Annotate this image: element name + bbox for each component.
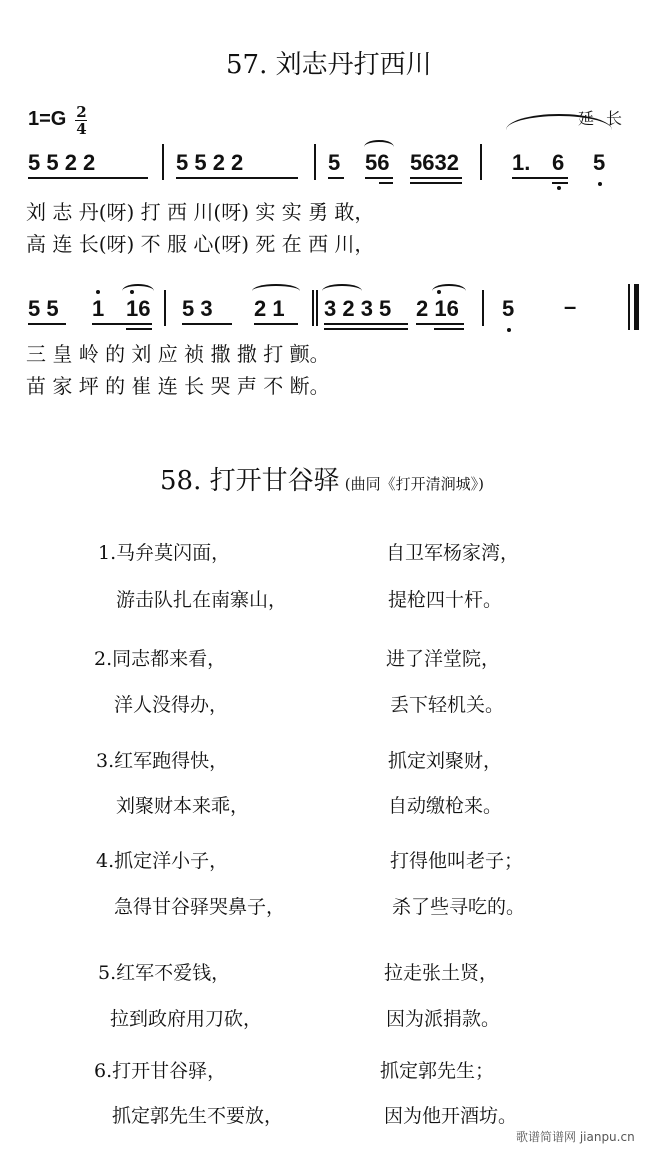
time-top: 2 (76, 103, 87, 121)
measure-5-b: 1 (92, 296, 105, 321)
stanza-line: 拉走张土贤， (384, 962, 499, 984)
stanza-line: 打得他叫老子； (390, 850, 524, 872)
stanza-line: 抓定郭先生不要放， (112, 1105, 284, 1127)
low-octave-dot (598, 182, 602, 186)
measure-7-b: 2 16 (416, 296, 459, 321)
lyric-row-1b: 高 连 长(呀) 不 服 心(呀) 死 在 西 川， (26, 232, 375, 256)
barline (164, 290, 166, 326)
barline (480, 144, 482, 180)
final-barline-thin (628, 284, 630, 330)
beam (28, 323, 66, 325)
song58-title: 58. 打开甘谷驿 (160, 466, 340, 496)
measure-8-a: 5 (502, 296, 515, 321)
measure-4-end: 5 (593, 150, 606, 175)
song57-title: 57. 刘志丹打西川 (226, 50, 432, 80)
slur (432, 284, 466, 298)
stanza-line: 自动缴枪来。 (388, 795, 503, 817)
measure-6-a: 5 3 (182, 296, 213, 321)
beam (28, 177, 148, 179)
key-signature (28, 104, 87, 137)
beam (552, 182, 568, 184)
measure-3-pair: 56 (365, 150, 390, 175)
lyric-row-2b: 苗 家 坪 的 崔 连 长 哭 声 不 断。 (26, 374, 330, 398)
stanza-line: 1.马弁莫闪面， (98, 542, 231, 564)
beam (182, 323, 232, 325)
stanza-line: 抓定郭先生； (380, 1060, 495, 1082)
slur (252, 284, 300, 298)
tempo-mark: 延长 (578, 109, 635, 128)
time-bottom: 4 (76, 120, 87, 138)
barline (314, 144, 316, 180)
beam (328, 177, 344, 179)
beam (126, 328, 152, 330)
high-octave-dot (96, 290, 100, 294)
final-barline-thick (634, 284, 639, 330)
measure-2: 5 5 2 2 (176, 150, 244, 175)
beam (324, 328, 408, 330)
measure-4-dotted: 1. (512, 150, 531, 175)
beam (379, 182, 393, 184)
slur (364, 140, 394, 154)
stanza-line: 4.抓定洋小子， (96, 850, 229, 872)
measure-8-hold: – (564, 294, 577, 319)
lyric-row-2a: 三 皇 岭 的 刘 应 祯 撒 撒 打 颤。 (26, 342, 330, 366)
barline (312, 290, 314, 326)
barline (316, 290, 318, 326)
stanza-line: 拉到政府用刀砍， (110, 1008, 263, 1030)
beam (176, 177, 298, 179)
stanza-line: 抓定刘聚财， (388, 750, 503, 772)
measure-3-run: 5632 (410, 150, 459, 175)
stanza-line: 洋人没得办， (114, 694, 229, 716)
stanza-line: 因为派捐款。 (386, 1008, 501, 1030)
measure-5-a: 5 5 (28, 296, 59, 321)
beam (410, 177, 462, 179)
beam (324, 323, 408, 325)
stanza-line: 提枪四十杆。 (388, 589, 503, 611)
stanza-line: 丢下轻机关。 (390, 694, 505, 716)
stanza-line: 进了洋堂院， (386, 648, 501, 670)
low-octave-dot (507, 328, 511, 332)
beam (92, 323, 152, 325)
stanza-line: 3.红军跑得快， (96, 750, 229, 772)
stanza-line: 游击队扎在南寨山， (116, 589, 288, 611)
lyric-row-1a: 刘 志 丹(呀) 打 西 川(呀) 实 实 勇 敢， (26, 200, 375, 224)
measure-1: 5 5 2 2 (28, 150, 96, 175)
time-signature (75, 104, 87, 137)
beam (416, 323, 464, 325)
beam (254, 323, 298, 325)
song58-heading (160, 460, 484, 497)
watermark: 歌谱简谱网 jianpu.cn (516, 1130, 635, 1144)
measure-3-note: 5 (328, 150, 341, 175)
measure-5-c: 16 (126, 296, 151, 321)
stanza-line: 6.打开甘谷驿， (94, 1060, 227, 1082)
stanza-line: 杀了些寻吃的。 (392, 896, 526, 918)
beam (512, 177, 568, 179)
barline (162, 144, 164, 180)
song58-subtitle: (曲同《打开清涧城》) (344, 475, 484, 493)
low-octave-dot (557, 186, 561, 190)
beam (365, 177, 393, 179)
slur (322, 284, 362, 298)
barline (482, 290, 484, 326)
beam (410, 182, 462, 184)
key-label: 1=G (28, 108, 67, 130)
measure-6-b: 2 1 (254, 296, 285, 321)
tie-arc (506, 114, 612, 146)
measure-4-note: 6 (552, 150, 565, 175)
measure-7-a: 3 2 3 5 (324, 296, 392, 321)
slur (122, 284, 154, 298)
stanza-line: 急得甘谷驿哭鼻子， (114, 896, 286, 918)
stanza-line: 5.红军不爱钱， (98, 962, 231, 984)
stanza-line: 因为他开酒坊。 (384, 1105, 518, 1127)
stanza-line: 刘聚财本来乖， (116, 795, 250, 817)
stanza-line: 2.同志都来看， (94, 648, 227, 670)
stanza-line: 自卫军杨家湾， (386, 542, 520, 564)
beam (434, 328, 464, 330)
